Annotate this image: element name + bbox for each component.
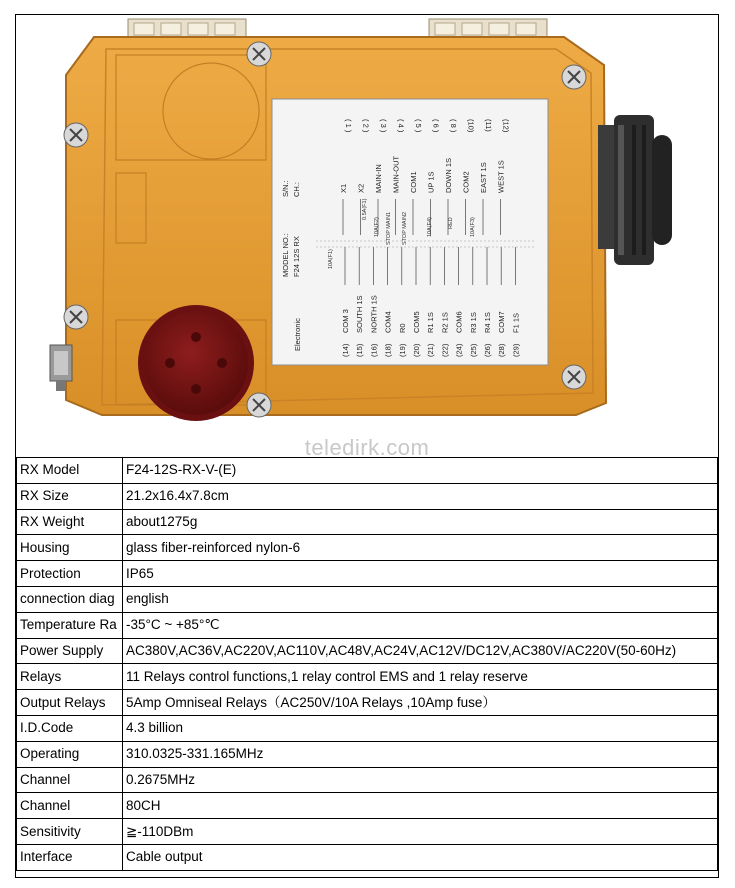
spec-row bbox=[17, 741, 718, 767]
brand-label: Electronic bbox=[293, 318, 302, 351]
spec-value: F24-12S-RX-V-(E) bbox=[123, 458, 718, 484]
receiver-illustration bbox=[16, 15, 718, 455]
pin-label: EAST 1S bbox=[479, 162, 488, 193]
spec-label: Sensitivity bbox=[17, 819, 123, 845]
screw bbox=[247, 393, 271, 417]
spec-label: Interface bbox=[17, 844, 123, 870]
spec-row bbox=[17, 767, 718, 793]
circuit-label: 10A(F4) bbox=[427, 217, 433, 237]
watermark: teledirk.com bbox=[304, 435, 430, 460]
spec-label: Protection bbox=[17, 561, 123, 587]
spec-value: -35°C ~ +85°℃ bbox=[123, 612, 718, 638]
pin-number: (25) bbox=[468, 343, 478, 357]
pin-number: (12) bbox=[501, 119, 511, 133]
spec-row bbox=[17, 793, 718, 819]
pin-number: ( 1 ) bbox=[344, 119, 353, 133]
model-value: F24 12S RX bbox=[292, 236, 301, 277]
pin-number: (29) bbox=[511, 343, 521, 357]
pin-number: (18) bbox=[383, 343, 393, 357]
spec-table-body bbox=[17, 458, 718, 871]
spec-row bbox=[17, 638, 718, 664]
screw bbox=[64, 305, 88, 329]
spec-value: about1275g bbox=[123, 509, 718, 535]
spec-label: connection diag bbox=[17, 586, 123, 612]
pin-label: COM1 bbox=[409, 171, 418, 193]
cable-gland bbox=[598, 115, 672, 265]
spec-row bbox=[17, 664, 718, 690]
spec-value: 0.2675MHz bbox=[123, 767, 718, 793]
pin-number: ( 5 ) bbox=[414, 119, 423, 133]
circuit-label: 10A(F2) bbox=[374, 217, 380, 237]
spec-label: Relays bbox=[17, 664, 123, 690]
spec-value: ≧-110DBm bbox=[123, 819, 718, 845]
pin-number: (28) bbox=[497, 343, 507, 357]
spec-value: 310.0325-331.165MHz bbox=[123, 741, 718, 767]
pin-label: SOUTH 1S bbox=[355, 295, 365, 333]
pin-label: F1 1S bbox=[511, 312, 521, 333]
screw bbox=[247, 42, 271, 66]
pin-number: (21) bbox=[426, 343, 436, 357]
spec-label: RX Model bbox=[17, 458, 123, 484]
spec-value: 21.2x16.4x7.8cm bbox=[123, 483, 718, 509]
spec-value: IP65 bbox=[123, 561, 718, 587]
spec-row bbox=[17, 819, 718, 845]
pin-number: ( 3 ) bbox=[379, 119, 388, 133]
spec-label: Temperature Ra bbox=[17, 612, 123, 638]
spec-table bbox=[16, 457, 718, 871]
pin-number: ( 8 ) bbox=[449, 119, 458, 133]
spec-label: Output Relays bbox=[17, 690, 123, 716]
pin-label: COM4 bbox=[383, 311, 393, 333]
pin-number: (24) bbox=[454, 343, 464, 357]
pin-number: ( 4 ) bbox=[396, 119, 406, 133]
spec-row bbox=[17, 586, 718, 612]
spec-value: english bbox=[123, 586, 718, 612]
spec-label: Housing bbox=[17, 535, 123, 561]
pin-label: MAIN-OUT bbox=[391, 155, 401, 193]
spec-row bbox=[17, 483, 718, 509]
spec-label: Operating bbox=[17, 741, 123, 767]
ch-label: CH.: bbox=[292, 182, 301, 197]
screw bbox=[64, 123, 88, 147]
pin-number: (10) bbox=[466, 119, 476, 133]
screw bbox=[562, 365, 586, 389]
circuit-label: 10A(F1) bbox=[328, 249, 334, 269]
pin-number: (22) bbox=[440, 343, 450, 357]
pin-number: (26) bbox=[483, 343, 492, 357]
spec-label: RX Size bbox=[17, 483, 123, 509]
pin-label: COM6 bbox=[454, 311, 464, 333]
spec-label: I.D.Code bbox=[17, 715, 123, 741]
pin-label: UP 1S bbox=[426, 171, 436, 193]
circuit-label: STOP MAIN2 bbox=[402, 211, 408, 245]
spec-row bbox=[17, 561, 718, 587]
circuit-label: STOP MAIN1 bbox=[386, 211, 392, 245]
emergency-stop-button bbox=[138, 305, 254, 421]
spec-row bbox=[17, 509, 718, 535]
spec-value: 5Amp Omniseal Relays（AC250V/10A Relays ,10Amp fuse） bbox=[123, 690, 718, 716]
wiring-label-panel bbox=[272, 99, 548, 365]
spec-value: 80CH bbox=[123, 793, 718, 819]
circuit-label: 10A(F3) bbox=[470, 217, 476, 237]
screw bbox=[562, 65, 586, 89]
product-photo bbox=[16, 15, 718, 460]
spec-value: glass fiber-reinforced nylon-6 bbox=[123, 535, 718, 561]
pin-number: (20) bbox=[412, 343, 421, 357]
pin-number: ( 6 ) bbox=[431, 119, 441, 133]
sn-label: S/N.: bbox=[281, 180, 290, 197]
pin-label: R4 1S bbox=[483, 312, 492, 333]
pin-label: R3 1S bbox=[468, 312, 478, 333]
spec-label: Channel bbox=[17, 793, 123, 819]
spec-value: AC380V,AC36V,AC220V,AC110V,AC48V,AC24V,AC12V/DC12V,AC380V/AC220V(50-60Hz) bbox=[123, 638, 718, 664]
pin-label: COM2 bbox=[461, 171, 471, 193]
spec-label: Channel bbox=[17, 767, 123, 793]
pin-number: (16) bbox=[369, 343, 379, 357]
pin-number: ( 2 ) bbox=[361, 119, 371, 133]
spec-row bbox=[17, 458, 718, 484]
spec-label: Power Supply bbox=[17, 638, 123, 664]
pin-label: R1 1S bbox=[426, 312, 436, 333]
model-label: MODEL NO.: bbox=[281, 233, 290, 277]
circuit-label: 0.5A(F1) bbox=[362, 198, 368, 220]
pin-number: (14) bbox=[341, 343, 350, 357]
spec-row bbox=[17, 844, 718, 870]
spec-row bbox=[17, 612, 718, 638]
spec-label: RX Weight bbox=[17, 509, 123, 535]
spec-row bbox=[17, 690, 718, 716]
pin-number: (11) bbox=[484, 119, 493, 132]
pin-label: NORTH 1S bbox=[369, 295, 379, 333]
pin-label: COM7 bbox=[497, 311, 507, 333]
spec-value: 11 Relays control functions,1 relay control EMS and 1 relay reserve bbox=[123, 664, 718, 690]
spec-row bbox=[17, 535, 718, 561]
pin-label: R2 1S bbox=[440, 312, 450, 333]
spec-value: 4.3 billion bbox=[123, 715, 718, 741]
pin-number: (15) bbox=[355, 343, 365, 357]
circuit-label: RED bbox=[448, 217, 454, 229]
pin-number: (19) bbox=[397, 343, 407, 357]
pin-label: X1 bbox=[339, 183, 348, 193]
pin-label: MAIN-IN bbox=[374, 164, 383, 193]
pin-label: R0 bbox=[397, 323, 407, 333]
spec-value: Cable output bbox=[123, 844, 718, 870]
pin-label: COM 3 bbox=[341, 309, 350, 333]
pin-label: COM5 bbox=[412, 311, 421, 333]
pin-label: X2 bbox=[356, 183, 366, 193]
spec-row bbox=[17, 715, 718, 741]
pin-label: WEST 1S bbox=[496, 160, 506, 193]
pin-label: DOWN 1S bbox=[444, 157, 453, 193]
